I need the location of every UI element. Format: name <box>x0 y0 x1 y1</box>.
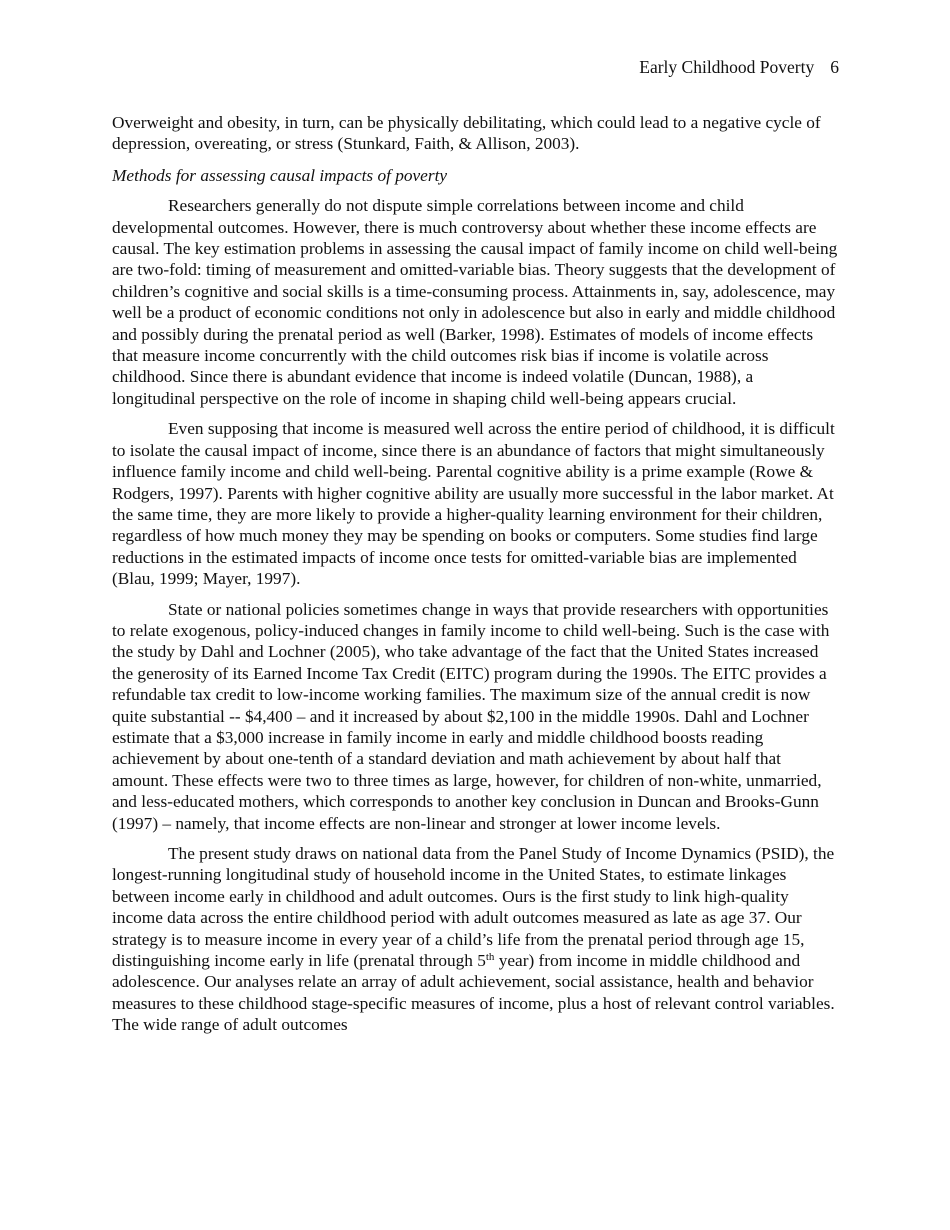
paragraph-present-study <box>112 843 839 1036</box>
paragraph-policies: State or national policies sometimes change in ways that provide researchers with opportunities to relate exogenous, policy-induced changes in family income to child well-being. Such is the case with the study by Dahl and Lochner (2005), who take advantage of the fact that the United States increased the generosity of its Earned Income Tax Credit (EITC) program during the 1990s. The EITC provides a refundable tax credit to low-income working families. The maximum size of the annual credit is now quite substantial -- $4,400 – and it increased by about $2,100 in the middle 1990s. Dahl and Lochner estimate that a $3,000 increase in family income in early and middle childhood boosts reading achievement by about one-tenth of a standard deviation and math achievement by about half that amount. These effects were two to three times as large, however, for children of non-white, unmarried, and less-educated mothers, which corresponds to another key conclusion in Duncan and Brooks-Gunn (1997) – namely, that income effects are non-linear and stronger at lower income levels. <box>112 599 830 833</box>
page-number: 6 <box>830 57 839 77</box>
paragraph-researchers: Researchers generally do not dispute simple correlations between income and child developmental outcomes. However, there is much controversy about whether these income effects are causal. The key estimation problems in assessing the causal impact of family income on child well-being are two-fold: timing of measurement and omitted-variable bias. Theory suggests that the development of children’s cognitive and social skills is a time-consuming process. Attainments in, say, adolescence, may well be a product of economic conditions not only in adolescence but also in early and middle childhood and possibly during the prenatal period as well (Barker, 1998). Estimates of models of income effects that measure income concurrently with the child outcomes risk bias if income is volatile across childhood. Since there is abundant evidence that income is indeed volatile (Duncan, 1988), a longitudinal perspective on the role of income in shaping child well-being appears crucial. <box>112 196 838 408</box>
paragraph-text-part-1: The present study draws on national data from the Panel Study of Income Dynamics (PSID), the longest-running longitudinal study of household income in the United States, to estimate linkages between income early in childhood and adult outcomes. Ours is the first study to link high-quality income data across the entire childhood period with adult outcomes measured as late as age 37. Our strategy is to measure income in every year of a child’s life from the prenatal period through age 15, distinguishing income early in life (prenatal through 5 <box>112 844 835 971</box>
running-title: Early Childhood Poverty <box>639 57 815 77</box>
paragraph-income-measured: Even supposing that income is measured well across the entire period of childhood, it is difficult to isolate the causal impact of income, since there is an abundance of factors that might simultaneously influence family income and child well-being. Parental cognitive ability is a prime example (Rowe & Rodgers, 1997). Parents with higher cognitive ability are usually more successful in the labor market. At the same time, they are more likely to provide a higher-quality learning environment for their children, regardless of how much money they may be spending on books or computers. Some studies find large reductions in the estimated impacts of income once tests for omitted-variable bias are implemented (Blau, 1999; Mayer, 1997). <box>112 419 835 589</box>
section-heading: Methods for assessing causal impacts of poverty <box>112 165 448 185</box>
body-text <box>112 112 839 1045</box>
paragraph-continuation: Overweight and obesity, in turn, can be physically debilitating, which could lead to a negative cycle of depression, overeating, or stress (Stunkard, Faith, & Allison, 2003). <box>112 113 821 154</box>
running-header <box>639 55 839 79</box>
paragraph-text-part-2: year) from income in middle childhood and adolescence. Our analyses relate an array of adult achievement, social assistance, health and behavior measures to these childhood stage-specific measures of income, plus a host of relevant control variables. The wide range of adult outcomes <box>112 951 835 1035</box>
ordinal-superscript: th <box>485 951 495 964</box>
